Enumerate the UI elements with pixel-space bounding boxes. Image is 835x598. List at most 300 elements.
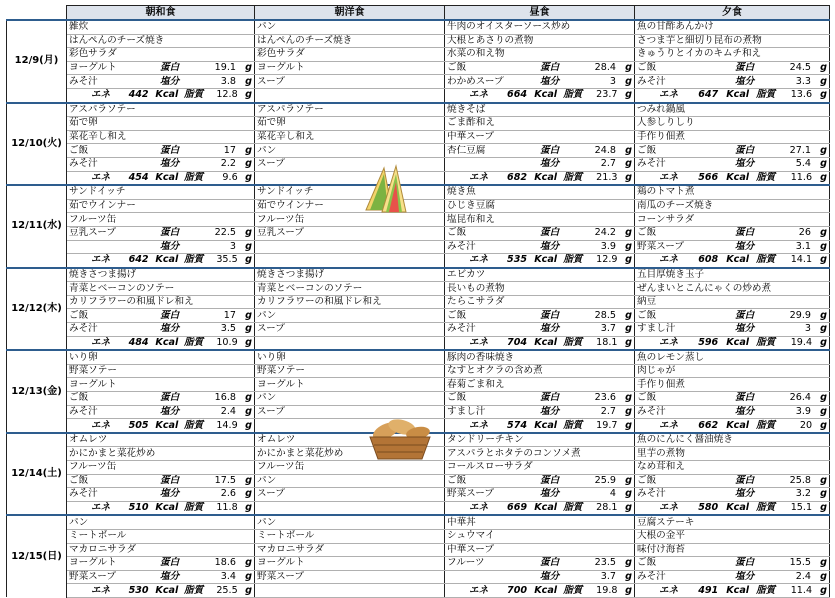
lunch-cell <box>445 419 635 433</box>
wa-cell <box>67 268 255 282</box>
unit-g: g <box>245 309 252 321</box>
dish-name: スープ <box>257 323 285 335</box>
dinner-cell <box>635 392 830 406</box>
yo-cell <box>255 88 445 102</box>
fat-value: 13.6 <box>790 89 813 101</box>
dinner-cell <box>635 557 830 571</box>
fat-value: 20 <box>799 419 813 431</box>
energy-label: エネ <box>469 171 489 183</box>
table-row <box>7 240 830 254</box>
lunch-cell <box>445 75 635 89</box>
dinner-cell <box>635 75 830 89</box>
dish-name: ご飯 <box>637 474 657 486</box>
dish-name: みそ汁 <box>637 571 666 583</box>
dish-name: 野菜スープ <box>447 488 495 500</box>
unit-g: g <box>625 323 632 335</box>
dish-line <box>637 241 827 253</box>
protein-value: 26.4 <box>789 392 811 404</box>
dish-line <box>447 557 632 569</box>
dish-line <box>637 76 827 88</box>
table-row <box>7 226 830 240</box>
energy-summary <box>447 337 632 349</box>
protein-value: 24.5 <box>789 62 811 74</box>
unit-g: g <box>820 557 827 569</box>
kcal-unit: Kcal <box>155 584 179 596</box>
dinner-cell <box>635 405 830 419</box>
table-row <box>7 130 830 144</box>
dish-name: パン <box>257 309 277 321</box>
unit-g: g <box>820 89 827 101</box>
dish-name: ご飯 <box>637 557 657 569</box>
date-cell: 12/12(木) <box>7 268 67 351</box>
dish-name: サンドイッチ <box>257 186 314 198</box>
salt-label: 塩分 <box>160 405 180 417</box>
fat-label: 脂質 <box>563 254 583 266</box>
fat-label: 脂質 <box>184 584 204 596</box>
kcal-value: 647 <box>698 89 719 101</box>
table-row <box>7 117 830 131</box>
lunch-cell <box>445 130 635 144</box>
bread-basket-icon <box>364 415 436 463</box>
protein-value: 24.2 <box>594 227 616 239</box>
wa-cell <box>67 461 255 475</box>
salt-value: 2.2 <box>220 158 236 170</box>
protein-value: 27.1 <box>789 144 811 156</box>
yo-cell <box>255 20 445 34</box>
dish-name: さつま芋と細切り昆布の煮物 <box>637 34 762 46</box>
dish-name: スープ <box>257 158 285 170</box>
wa-cell <box>67 130 255 144</box>
dish-name: パン <box>69 516 89 528</box>
fat-value: 9.6 <box>222 171 238 183</box>
unit-g: g <box>625 392 632 404</box>
dish-line <box>447 227 632 239</box>
unit-g: g <box>625 419 633 431</box>
dish-line <box>257 310 442 322</box>
protein-value: 25.9 <box>594 474 616 486</box>
dinner-cell <box>635 336 830 350</box>
lunch-cell <box>445 103 635 117</box>
dish-line <box>69 227 252 239</box>
fat-value: 19.4 <box>790 336 813 348</box>
lunch-cell <box>445 157 635 171</box>
wa-cell <box>67 323 255 337</box>
fat-label: 脂質 <box>184 419 204 431</box>
dinner-cell <box>635 570 830 584</box>
salt-label: 塩分 <box>160 323 180 335</box>
protein-value: 18.6 <box>214 557 236 569</box>
dish-name: 菜花辛し和え <box>257 131 315 143</box>
dish-line <box>637 62 827 74</box>
lunch-cell <box>445 488 635 502</box>
dish-name: 雑炊 <box>69 21 89 33</box>
protein-label: 蛋白 <box>540 144 560 156</box>
unit-g: g <box>820 75 827 87</box>
dish-line <box>69 76 252 88</box>
salt-value: 2.4 <box>795 571 811 583</box>
protein-value: 17.5 <box>214 474 236 486</box>
kcal-unit: Kcal <box>534 584 558 596</box>
salt-label: 塩分 <box>540 75 560 87</box>
dish-name: いり卵 <box>257 351 286 363</box>
fat-label: 脂質 <box>184 502 204 514</box>
fat-value: 10.9 <box>216 336 238 348</box>
energy-label: エネ <box>659 419 679 431</box>
dish-name: パン <box>257 516 277 528</box>
table-row <box>7 268 830 282</box>
dinner-cell <box>635 20 830 34</box>
energy-summary <box>69 502 252 514</box>
lunch-cell <box>445 433 635 447</box>
dish-name: 魚のレモン蒸し <box>637 351 705 363</box>
lunch-cell <box>445 61 635 75</box>
dinner-cell <box>635 515 830 529</box>
energy-summary <box>69 89 252 101</box>
kcal-value: 596 <box>698 336 719 348</box>
table-row <box>7 557 830 571</box>
salt-label: 塩分 <box>540 323 560 335</box>
dinner-cell <box>635 61 830 75</box>
dish-name: 焼きさつま揚げ <box>257 268 325 280</box>
dish-name: 鶏のトマト煮 <box>637 186 695 198</box>
yo-cell <box>255 309 445 323</box>
unit-g: g <box>245 227 252 239</box>
dinner-cell <box>635 378 830 392</box>
energy-label: エネ <box>91 584 111 596</box>
unit-g: g <box>820 419 827 431</box>
wa-cell <box>67 405 255 419</box>
energy-summary <box>637 585 827 597</box>
dish-name: 味付け海苔 <box>637 543 685 555</box>
dish-name: ご飯 <box>637 62 657 74</box>
dish-name: スープ <box>257 405 285 417</box>
unit-g: g <box>245 158 252 170</box>
protein-label: 蛋白 <box>160 144 180 156</box>
wa-cell <box>67 48 255 62</box>
protein-label: 蛋白 <box>735 62 755 74</box>
unit-g: g <box>820 571 827 583</box>
kcal-unit: Kcal <box>726 584 750 596</box>
dish-name: コーンサラダ <box>637 213 695 225</box>
kcal-value: 491 <box>698 584 719 596</box>
yo-cell <box>255 61 445 75</box>
kcal-unit: Kcal <box>534 419 558 431</box>
yo-cell <box>255 570 445 584</box>
fat-value: 35.5 <box>216 254 238 266</box>
kcal-unit: Kcal <box>726 171 750 183</box>
menu-table <box>6 5 830 598</box>
wa-cell <box>67 144 255 158</box>
dish-name: 野菜スープ <box>257 571 305 583</box>
fat-label: 脂質 <box>563 336 583 348</box>
dish-name: 野菜ソテー <box>257 365 305 377</box>
dish-line <box>637 145 827 157</box>
unit-g: g <box>625 309 632 321</box>
wa-cell <box>67 254 255 268</box>
yo-cell <box>255 48 445 62</box>
dish-line <box>637 475 827 487</box>
dish-name: 中華スープ <box>447 543 495 555</box>
dinner-cell <box>635 323 830 337</box>
col-header-wa: 朝和食 <box>67 6 255 21</box>
table-row <box>7 570 830 584</box>
dish-line <box>69 241 252 253</box>
wa-cell <box>67 117 255 131</box>
dish-name: 彩色サラダ <box>69 48 117 60</box>
unit-g: g <box>625 474 632 486</box>
dish-name: 焼き魚 <box>447 186 476 198</box>
dish-name: サンドイッチ <box>69 186 126 198</box>
dish-line <box>637 571 827 583</box>
dish-line <box>69 62 252 74</box>
wa-cell <box>67 171 255 185</box>
table-row <box>7 34 830 48</box>
dish-name: ご飯 <box>69 309 89 321</box>
dish-name: パン <box>257 21 277 33</box>
protein-label: 蛋白 <box>160 557 180 569</box>
kcal-unit: Kcal <box>726 89 750 101</box>
protein-label: 蛋白 <box>735 144 755 156</box>
energy-label: エネ <box>469 584 489 596</box>
dish-name: アスパラとホタテのコンソメ煮 <box>447 447 581 459</box>
table-row <box>7 488 830 502</box>
dish-name: ご飯 <box>69 474 89 486</box>
protein-value: 25.8 <box>789 474 811 486</box>
salt-label: 塩分 <box>735 240 755 252</box>
unit-g: g <box>625 158 632 170</box>
unit-g: g <box>820 323 827 335</box>
dish-name: なすとオクラの含め煮 <box>447 365 543 377</box>
wa-cell <box>67 213 255 227</box>
dish-line <box>257 488 442 500</box>
yo-cell <box>255 268 445 282</box>
unit-g: g <box>245 557 252 569</box>
unit-g: g <box>625 571 632 583</box>
dish-name: つみれ鍋風 <box>637 103 685 115</box>
energy-label: エネ <box>469 254 489 266</box>
wa-cell <box>67 75 255 89</box>
fat-label: 脂質 <box>184 89 204 101</box>
lunch-cell <box>445 570 635 584</box>
wa-cell <box>67 529 255 543</box>
dinner-cell <box>635 461 830 475</box>
unit-g: g <box>820 144 827 156</box>
salt-value: 2.7 <box>600 158 616 170</box>
dish-name: 茹で卵 <box>257 117 286 129</box>
yo-cell <box>255 378 445 392</box>
fat-value: 14.1 <box>790 254 813 266</box>
unit-g: g <box>625 254 633 266</box>
unit-g: g <box>245 392 252 404</box>
salt-value: 3.3 <box>795 75 811 87</box>
dish-name: かにかまと菜花炒め <box>69 447 156 459</box>
kcal-value: 510 <box>128 502 149 514</box>
table-row <box>7 144 830 158</box>
dish-name: ご飯 <box>447 392 467 404</box>
dish-line <box>257 557 442 569</box>
yo-cell <box>255 364 445 378</box>
lunch-cell <box>445 474 635 488</box>
energy-summary <box>69 254 252 266</box>
dish-name: すまし汁 <box>447 405 486 417</box>
unit-g: g <box>245 62 252 74</box>
table-row <box>7 323 830 337</box>
wa-cell <box>67 103 255 117</box>
energy-label: エネ <box>659 171 679 183</box>
fat-value: 25.5 <box>216 584 238 596</box>
lunch-cell <box>445 213 635 227</box>
dish-line <box>257 571 442 583</box>
wa-cell <box>67 557 255 571</box>
dish-name: 菜花辛し和え <box>69 131 127 143</box>
dish-name: みそ汁 <box>69 323 98 335</box>
dish-line <box>447 475 632 487</box>
dish-name: 焼きさつま揚げ <box>69 268 137 280</box>
lunch-cell <box>445 392 635 406</box>
fat-value: 14.9 <box>216 419 238 431</box>
yo-cell <box>255 226 445 240</box>
yo-cell <box>255 501 445 515</box>
kcal-unit: Kcal <box>726 254 750 266</box>
protein-label: 蛋白 <box>735 309 755 321</box>
protein-label: 蛋白 <box>735 392 755 404</box>
unit-g: g <box>625 502 633 514</box>
kcal-value: 580 <box>698 502 719 514</box>
dish-name: パン <box>257 474 277 486</box>
yo-cell <box>255 295 445 309</box>
fat-label: 脂質 <box>756 336 776 348</box>
dish-name: シュウマイ <box>447 530 495 542</box>
dinner-cell <box>635 295 830 309</box>
unit-g: g <box>820 405 827 417</box>
protein-value: 26 <box>798 227 811 239</box>
table-row <box>7 282 830 296</box>
unit-g: g <box>625 227 632 239</box>
lunch-cell <box>445 336 635 350</box>
kcal-unit: Kcal <box>534 171 558 183</box>
wa-cell <box>67 61 255 75</box>
dish-name: みそ汁 <box>69 405 98 417</box>
salt-label: 塩分 <box>540 571 560 583</box>
dish-line <box>637 158 827 170</box>
salt-label: 塩分 <box>735 158 755 170</box>
unit-g: g <box>820 240 827 252</box>
dish-name: 長いもの煮物 <box>447 282 505 294</box>
dish-name: ご飯 <box>637 144 657 156</box>
table-row <box>7 474 830 488</box>
col-header-dinner: 夕食 <box>635 6 830 21</box>
lunch-cell <box>445 378 635 392</box>
dish-name: アスパラソテー <box>69 103 136 115</box>
dish-name: みそ汁 <box>637 405 666 417</box>
yo-cell <box>255 474 445 488</box>
dish-name: ご飯 <box>69 392 89 404</box>
dinner-cell <box>635 48 830 62</box>
wa-cell <box>67 543 255 557</box>
kcal-value: 608 <box>698 254 719 266</box>
energy-label: エネ <box>659 336 679 348</box>
table-row <box>7 584 830 598</box>
energy-label: エネ <box>659 89 679 101</box>
lunch-cell <box>445 117 635 131</box>
dish-name: フルーツ缶 <box>257 461 305 473</box>
table-row <box>7 543 830 557</box>
energy-summary <box>637 420 827 432</box>
wa-cell <box>67 419 255 433</box>
energy-summary <box>69 337 252 349</box>
energy-summary <box>447 502 632 514</box>
dish-line <box>69 310 252 322</box>
lunch-cell <box>445 295 635 309</box>
lunch-cell <box>445 88 635 102</box>
kcal-unit: Kcal <box>534 336 558 348</box>
dinner-cell <box>635 171 830 185</box>
salt-label: 塩分 <box>160 75 180 87</box>
dish-name: 手作り佃煮 <box>637 131 685 143</box>
dish-name: アスパラソテー <box>257 103 324 115</box>
dish-name: いり卵 <box>69 351 98 363</box>
dinner-cell <box>635 350 830 364</box>
unit-g: g <box>245 240 252 252</box>
wa-cell <box>67 295 255 309</box>
lunch-cell <box>445 254 635 268</box>
dish-line <box>447 76 632 88</box>
unit-g: g <box>625 584 633 596</box>
unit-g: g <box>820 488 827 500</box>
salt-value: 3.2 <box>795 488 811 500</box>
salt-label: 塩分 <box>160 240 180 252</box>
salt-label: 塩分 <box>540 488 560 500</box>
salt-label: 塩分 <box>160 571 180 583</box>
lunch-cell <box>445 226 635 240</box>
fat-value: 19.8 <box>596 584 618 596</box>
unit-g: g <box>820 336 827 348</box>
salt-value: 3.7 <box>600 571 616 583</box>
dish-name: みそ汁 <box>69 158 98 170</box>
lunch-cell <box>445 323 635 337</box>
energy-label: エネ <box>469 336 489 348</box>
unit-g: g <box>625 240 632 252</box>
dish-name: オムレツ <box>69 434 108 446</box>
kcal-value: 442 <box>128 89 149 101</box>
unit-g: g <box>820 584 827 596</box>
dish-name: ご飯 <box>637 227 657 239</box>
unit-g: g <box>245 405 252 417</box>
dish-name: ご飯 <box>447 227 467 239</box>
dish-line <box>69 488 252 500</box>
energy-label: エネ <box>91 254 111 266</box>
lunch-cell <box>445 309 635 323</box>
kcal-unit: Kcal <box>726 419 750 431</box>
salt-label: 塩分 <box>735 75 755 87</box>
protein-label: 蛋白 <box>160 62 180 74</box>
fat-label: 脂質 <box>184 254 204 266</box>
dish-name: 彩色サラダ <box>257 48 305 60</box>
dish-name: 青菜とベーコンのソテー <box>257 282 363 294</box>
dish-name: ヨーグルト <box>257 62 305 74</box>
yo-cell <box>255 130 445 144</box>
dish-name: フルーツ缶 <box>257 213 305 225</box>
kcal-value: 505 <box>128 419 149 431</box>
salt-value: 3.9 <box>795 405 811 417</box>
dish-line <box>69 392 252 404</box>
dish-name: たらこサラダ <box>447 296 505 308</box>
fat-value: 18.1 <box>596 336 618 348</box>
yo-cell <box>255 392 445 406</box>
lunch-cell <box>445 350 635 364</box>
kcal-unit: Kcal <box>155 89 179 101</box>
yo-cell <box>255 323 445 337</box>
